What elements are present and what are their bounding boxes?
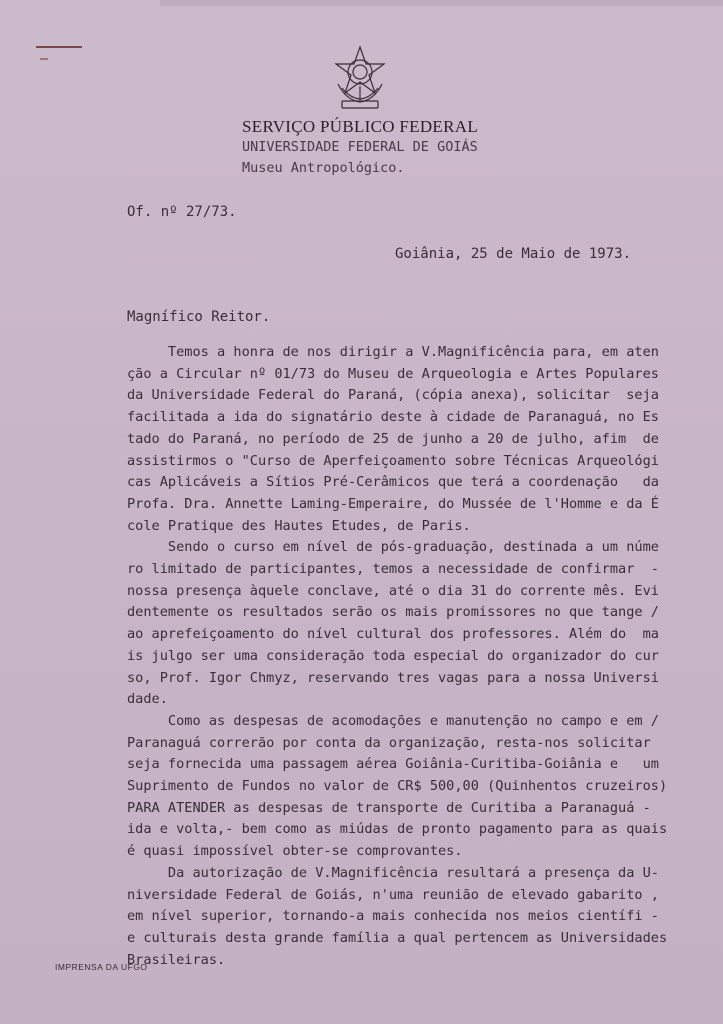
body-line: dentemente os resultados serão os mais promissores no que tange /: [127, 604, 659, 621]
letterhead-service: SERVIÇO PÚBLICO FEDERAL: [242, 117, 479, 136]
body-line: Brasileiras.: [127, 951, 226, 968]
body-line: tado do Paraná, no período de 25 de junho a 20 de julho, afim de: [127, 430, 659, 447]
body-line: Suprimento de Fundos no valor de CR$ 500,00 (Quinhentos cruzeiros): [127, 778, 668, 795]
body-line: ro limitado de participantes, temos a necessidade de confirmar -: [127, 561, 659, 578]
body-line: ao aprefeiçoamento do nível cultural dos professores. Além do ma: [127, 626, 659, 643]
body-line: assistirmos o "Curso de Aperfeiçoamento sobre Técnicas Arqueológi: [127, 452, 659, 469]
letterhead-university: UNIVERSIDADE FEDERAL DE GOIÁS: [242, 139, 478, 155]
body-line: Paranaguá correrão por conta da organização, resta-nos solicitar: [127, 734, 651, 751]
letter-body: [127, 342, 713, 971]
margin-mark-small: [40, 58, 48, 60]
body-line: so, Prof. Igor Chmyz, reservando tres vagas para a nossa Universi: [127, 669, 659, 686]
date-line: Goiânia, 25 de Maio de 1973.: [395, 246, 632, 262]
body-line: niversidade Federal de Goiás, n'uma reunião de elevado gabarito ,: [127, 886, 659, 903]
body-line: is julgo ser uma consideração toda especial do organizador do cur: [127, 647, 659, 664]
body-line: é quasi impossível obter-se comprovantes.: [127, 843, 463, 860]
body-line: e culturais desta grande família a qual pertencem as Universidades: [127, 929, 668, 946]
salutation: Magnífico Reitor.: [127, 309, 271, 325]
body-line: seja fornecida uma passagem aérea Goiânia-Curitiba-Goiânia e um: [127, 756, 659, 773]
letterhead-museum: Museu Antropológico.: [242, 160, 405, 176]
body-line: da Universidade Federal do Paraná, (cópia anexa), solicitar seja: [127, 387, 659, 404]
body-line: Temos a honra de nos dirigir a V.Magnificência para, em aten: [127, 344, 659, 360]
body-line: cas Aplicáveis a Sítios Pré-Cerâmicos que terá a coordenação da: [127, 474, 659, 491]
top-edge-shadow: [160, 0, 723, 6]
margin-mark: [36, 46, 82, 48]
body-line: Sendo o curso em nível de pós-graduação, destinada a um núme: [127, 539, 659, 556]
body-line: Como as despesas de acomodações e manutenção no campo e em /: [127, 712, 659, 729]
office-number: Of. nº 27/73.: [127, 204, 237, 220]
printer-footer: IMPRENSA DA UFGO: [55, 962, 148, 972]
body-line: Profa. Dra. Annette Laming-Emperaire, do Mussée de l'Homme e da É: [127, 495, 659, 512]
body-line: Da autorização de V.Magnificência resultará a presença da U-: [127, 864, 659, 881]
body-line: ção a Circular nº 01/73 do Museu de Arqueologia e Artes Populares: [127, 365, 659, 382]
body-line: PARA ATENDER as despesas de transporte de Curitiba a Paranaguá -: [127, 799, 651, 816]
body-line: dade.: [127, 691, 168, 708]
body-line: facilitada a ida do signatário deste à cidade de Paranaguá, no Es: [127, 409, 659, 426]
body-line: cole Pratique des Hautes Etudes, de Paris.: [127, 517, 471, 534]
body-line: ida e volta,- bem como as miúdas de pronto pagamento para as quais: [127, 821, 668, 838]
letterhead: [242, 116, 478, 179]
body-line: nossa presença àquele conclave, até o dia 31 do corrente mês. Evi: [127, 582, 659, 599]
body-line: em nível superior, tornando-a mais conhecida nos meios científi -: [127, 908, 659, 925]
coat-of-arms-seal: [328, 44, 392, 110]
